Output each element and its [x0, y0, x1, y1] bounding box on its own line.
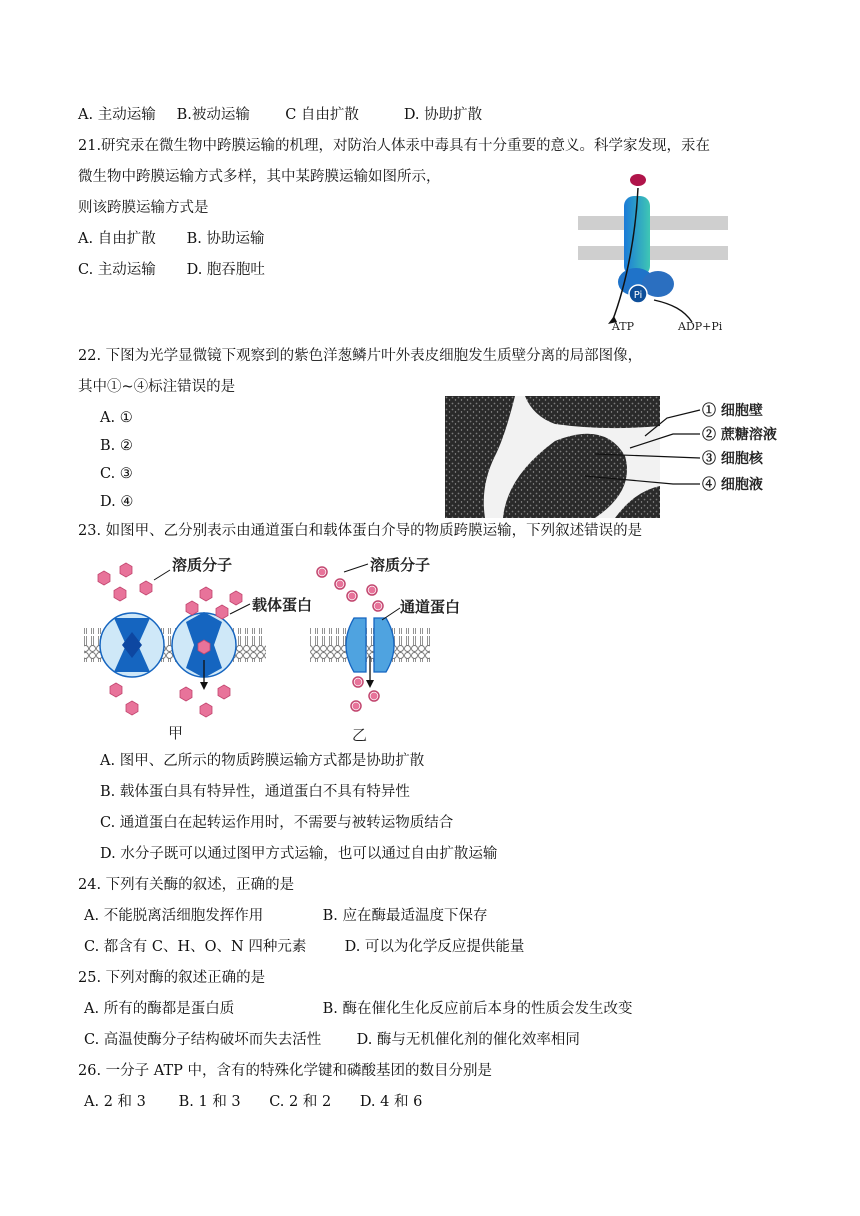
q26-options	[84, 1092, 422, 1112]
solute-right-label: 溶质分子	[370, 556, 431, 574]
q24-option-a: A. 不能脱离活细胞发挥作用	[84, 908, 264, 924]
q22-option-d: D. ④	[100, 494, 134, 510]
q21-options-row2	[78, 260, 265, 280]
q21-option-a: A. 自由扩散	[78, 231, 156, 247]
q21-stem-line2: 微生物中跨膜运输方式多样，其中某跨膜运输如图所示，	[78, 169, 441, 185]
q22-option-a: A. ①	[100, 410, 133, 426]
label-cell-sap: ④ 细胞液	[702, 477, 763, 493]
carrier-label: 载体蛋白	[252, 596, 313, 614]
q23-option-c: C. 通道蛋白在起转运作用时，不需要与被转运物质结合	[100, 815, 454, 831]
q21-option-b: B. 协助运输	[186, 231, 265, 247]
q24-option-b: B. 应在酶最适温度下保存	[322, 908, 488, 924]
label-cell-wall: ① 细胞壁	[702, 403, 763, 419]
q25-options-row2	[84, 1030, 580, 1050]
q25-options-row1	[84, 999, 632, 1019]
q26-stem: 26. 一分子 ATP 中，含有的特殊化学键和磷酸基团的数目分别是	[78, 1063, 492, 1079]
label-nucleus: ③ 细胞核	[702, 451, 763, 467]
q21-figure-atp-pump	[576, 170, 736, 335]
q23-figure-transport	[82, 550, 482, 746]
q25-stem: 25. 下列对酶的叙述正确的是	[78, 970, 266, 986]
q24-options-row2	[84, 937, 524, 957]
q24-stem: 24. 下列有关酶的叙述，正确的是	[78, 877, 295, 893]
q26-option-a: A. 2 和 3	[84, 1094, 146, 1110]
mercury-ion-icon	[630, 174, 646, 186]
carrier-leader	[230, 604, 250, 614]
adp-label: ADP+Pi	[678, 320, 723, 333]
q24-option-c: C. 都含有 C、H、O、N 四种元素	[84, 939, 307, 955]
q21-option-d: D. 胞吞胞吐	[186, 262, 265, 278]
channel-arrow-head-icon	[366, 680, 374, 688]
q24-options-row1	[84, 906, 487, 926]
atp-arrow	[654, 300, 692, 322]
q20-option-d: D. 协助扩散	[403, 107, 483, 123]
q20-option-b: B.被动运输	[176, 107, 250, 123]
q21-stem-line1: 21.研究汞在微生物中跨膜运输的机理，对防治人体汞中毒具有十分重要的意义。科学家发现，汞在	[78, 138, 711, 154]
solute-left-label: 溶质分子	[172, 556, 233, 574]
q26-option-c: C. 2 和 2	[269, 1094, 332, 1110]
q21-stem-line3: 则该跨膜运输方式是	[78, 200, 209, 216]
label-jia: 甲	[168, 724, 184, 742]
q20-option-a: A. 主动运输	[78, 107, 156, 123]
q22-option-c: C. ③	[100, 466, 133, 482]
q25-option-b: B. 酶在催化生化反应前后本身的性质会发生改变	[322, 1001, 633, 1017]
q21-options-row1	[78, 229, 264, 249]
q21-option-c: C. 主动运输	[78, 262, 156, 278]
q26-option-d: D. 4 和 6	[359, 1094, 423, 1110]
channel-leader	[382, 608, 400, 620]
membrane-upper	[578, 216, 728, 230]
q22-option-b: B. ②	[100, 438, 133, 454]
carrier-arrow-head-icon	[200, 682, 208, 690]
q26-option-b: B. 1 和 3	[178, 1094, 241, 1110]
q24-option-d: D. 可以为化学反应提供能量	[344, 939, 525, 955]
carrier-protein-1	[100, 613, 164, 677]
channel-label: 通道蛋白	[400, 598, 461, 616]
q23-option-a: A. 图甲、乙所示的物质跨膜运输方式都是协助扩散	[100, 753, 425, 769]
q20-option-c: C 自由扩散	[285, 107, 359, 123]
q25-option-d: D. 酶与无机催化剂的催化效率相同	[356, 1032, 580, 1048]
q25-option-a: A. 所有的酶都是蛋白质	[84, 1001, 235, 1017]
q25-option-c: C. 高温使酶分子结构破坏而失去活性	[84, 1032, 322, 1048]
pi-label: Pi	[633, 290, 643, 301]
label-yi: 乙	[352, 726, 368, 744]
atp-label: ATP	[611, 320, 634, 333]
q20-options	[78, 105, 482, 125]
membrane-lower	[578, 246, 728, 260]
q22-figure-micrograph	[445, 396, 790, 518]
q23-option-b: B. 载体蛋白具有特异性，通道蛋白不具有特异性	[100, 784, 410, 800]
q23-stem: 23. 如图甲、乙分别表示由通道蛋白和载体蛋白介导的物质跨膜运输，下列叙述错误的是	[78, 523, 643, 539]
q22-stem-line1: 22. 下图为光学显微镜下观察到的紫色洋葱鳞片叶外表皮细胞发生质壁分离的局部图像，	[78, 348, 643, 364]
label-sucrose-solution: ② 蔗糖溶液	[702, 427, 777, 443]
q23-option-d: D. 水分子既可以通过图甲方式运输，也可以通过自由扩散运输	[100, 846, 498, 862]
solute-right-leader	[344, 564, 368, 572]
q22-stem-line2: 其中①~④标注错误的是	[78, 379, 236, 395]
solute-left-leader	[154, 570, 170, 580]
